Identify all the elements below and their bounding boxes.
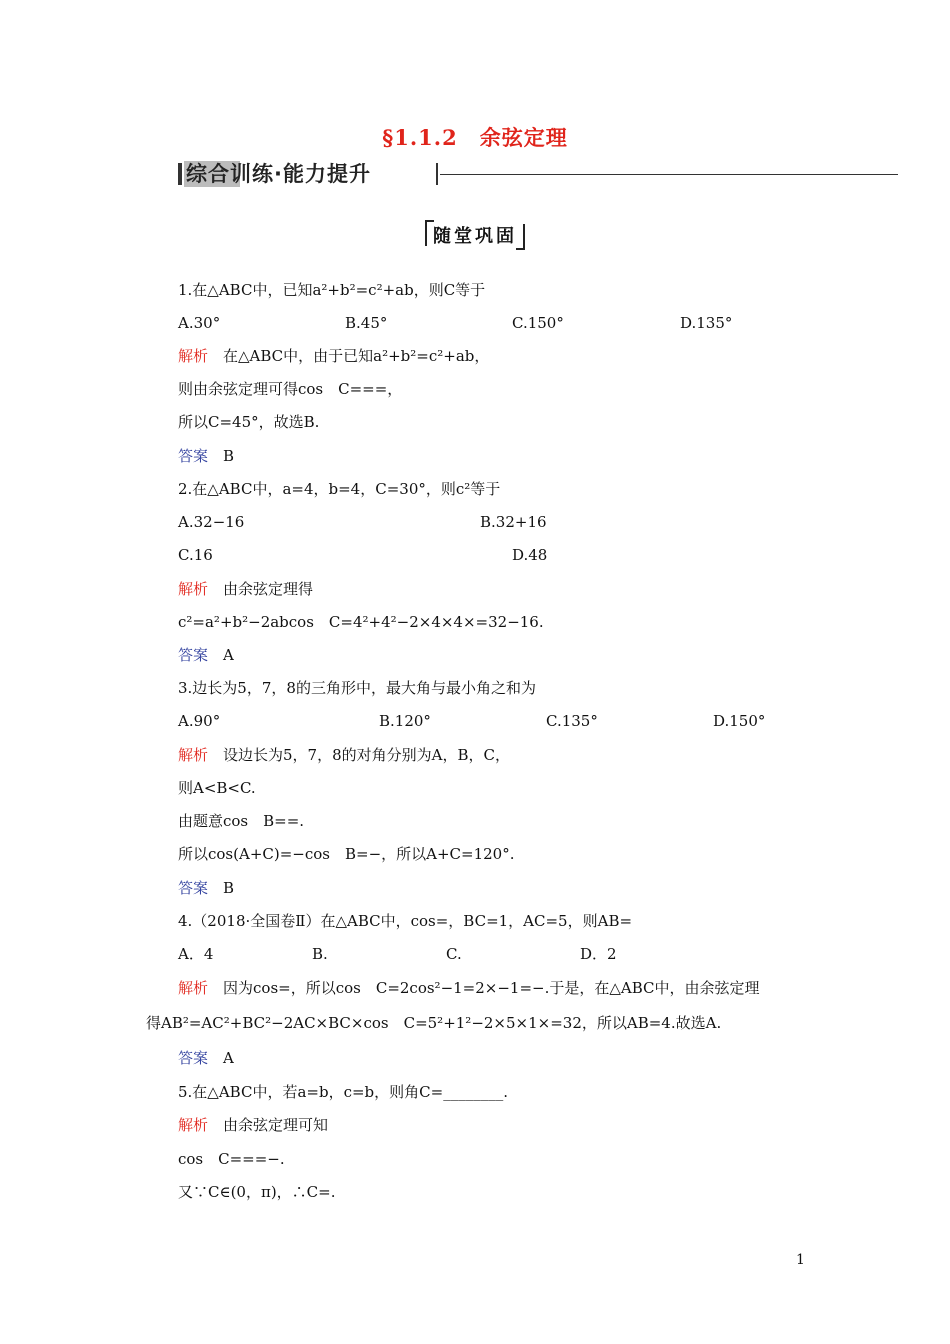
line-text: B — [208, 879, 235, 897]
section-banner — [178, 160, 723, 190]
line-text: 又∵C∈(0，π)，∴C=. — [178, 1183, 336, 1201]
line-text: B.45° — [345, 314, 388, 332]
text-line — [178, 512, 244, 532]
line-text: A — [208, 1049, 234, 1067]
line-text: B — [208, 447, 235, 465]
text-line — [178, 911, 632, 931]
banner-rule — [440, 174, 898, 175]
banner-text: 综合训练·能力提升 — [186, 162, 371, 186]
text-line — [178, 711, 220, 731]
text-line — [178, 878, 234, 898]
text-line — [446, 944, 462, 964]
banner-end-bar — [436, 163, 438, 185]
line-text: B. — [312, 945, 328, 963]
line-text: 3.边长为5，7，8的三角形中，最大角与最小角之和为 — [178, 679, 536, 697]
line-text: C.16 — [178, 546, 213, 564]
text-line — [178, 944, 213, 964]
analysis-label: 解析 — [178, 580, 209, 598]
text-line — [178, 645, 234, 665]
line-text: 所以cos(A+C)=−cos B=−，所以A+C=120°. — [178, 845, 515, 863]
text-line — [379, 711, 431, 731]
text-line — [480, 512, 547, 532]
analysis-label: 解析 — [178, 746, 209, 764]
analysis-label: 解析 — [178, 1116, 209, 1134]
answer-label: 答案 — [178, 447, 209, 465]
text-line — [178, 412, 319, 432]
line-text: 1.在△ABC中，已知a²+b²=c²+ab，则C等于 — [178, 281, 486, 299]
banner-left-bar — [178, 163, 182, 185]
text-line — [178, 612, 544, 632]
analysis-label: 解析 — [178, 347, 209, 365]
line-text: 设边长为5，7，8的对角分别为A，B，C， — [208, 746, 510, 764]
text-line — [713, 711, 765, 731]
line-text: B.120° — [379, 712, 431, 730]
text-line — [178, 446, 234, 466]
text-line — [178, 1149, 285, 1169]
line-text: C.150° — [512, 314, 564, 332]
line-text: A.32−16 — [178, 513, 245, 531]
text-line — [312, 944, 328, 964]
text-line — [178, 811, 304, 831]
text-line — [178, 280, 485, 300]
line-text: D.48 — [512, 546, 548, 564]
line-text: A．4 — [178, 945, 214, 963]
section-heading-text: 随堂巩固 — [425, 220, 525, 250]
line-text: A.90° — [178, 712, 221, 730]
text-line — [178, 346, 489, 366]
line-text: 所以C=45°，故选B. — [178, 413, 320, 431]
line-text: D.150° — [713, 712, 766, 730]
line-text: C.135° — [546, 712, 598, 730]
text-line — [178, 745, 510, 765]
page-number: 1 — [796, 1252, 805, 1268]
answer-label: 答案 — [178, 646, 209, 664]
text-line — [580, 944, 617, 964]
text-line — [178, 1182, 336, 1202]
line-text: 在△ABC中，由于已知a²+b²=c²+ab， — [208, 347, 490, 365]
answer-label: 答案 — [178, 879, 209, 897]
line-text: 由余弦定理可知 — [208, 1116, 329, 1134]
text-line — [178, 579, 313, 599]
section-heading — [0, 220, 950, 250]
line-text: D.135° — [680, 314, 733, 332]
line-text: C. — [446, 945, 462, 963]
line-text: 则由余弦定理可得cos C===， — [178, 380, 403, 398]
text-line — [178, 778, 256, 798]
text-line — [546, 711, 598, 731]
text-line — [178, 379, 402, 399]
text-line — [345, 313, 387, 333]
line-text: 由余弦定理得 — [208, 580, 314, 598]
text-line — [178, 479, 500, 499]
text-line — [512, 313, 564, 333]
answer-label: 答案 — [178, 1049, 209, 1067]
line-text: 由题意cos B==. — [178, 812, 305, 830]
line-text: B.32+16 — [480, 513, 547, 531]
line-text: D．2 — [580, 945, 617, 963]
line-text: 5.在△ABC中，若a=b，c=b，则角C=________. — [178, 1083, 508, 1101]
text-line — [178, 1115, 328, 1135]
line-text: cos C===−. — [178, 1150, 285, 1168]
text-line — [178, 1048, 234, 1068]
text-line — [512, 545, 547, 565]
text-line — [178, 978, 760, 998]
line-text: A.30° — [178, 314, 221, 332]
text-line — [178, 678, 536, 698]
text-line — [178, 545, 213, 565]
line-text: A — [208, 646, 234, 664]
line-text: 得AB²=AC²+BC²−2AC×BC×cos C=5²+1²−2×5×1×=32，所以AB=4.故选A. — [146, 1014, 722, 1032]
line-text: 2.在△ABC中，a=4，b=4，C=30°，则c²等于 — [178, 480, 501, 498]
text-line — [178, 313, 220, 333]
text-line — [680, 313, 732, 333]
line-text: 4.（2018·全国卷Ⅱ）在△ABC中，cos=，BC=1，AC=5，则AB= — [178, 912, 633, 930]
analysis-label: 解析 — [178, 979, 209, 997]
line-text: 则A<B<C. — [178, 779, 256, 797]
text-line — [146, 1013, 721, 1033]
text-line — [178, 844, 514, 864]
page-title: §1.1.2 余弦定理 — [382, 125, 568, 150]
text-line — [178, 1082, 508, 1102]
line-text: c²=a²+b²−2abcos C=4²+4²−2×4×4×=32−16. — [178, 613, 544, 631]
line-text: 因为cos=，所以cos C=2cos²−1=2×−1=−.于是，在△ABC中，由余弦定理 — [208, 979, 760, 997]
